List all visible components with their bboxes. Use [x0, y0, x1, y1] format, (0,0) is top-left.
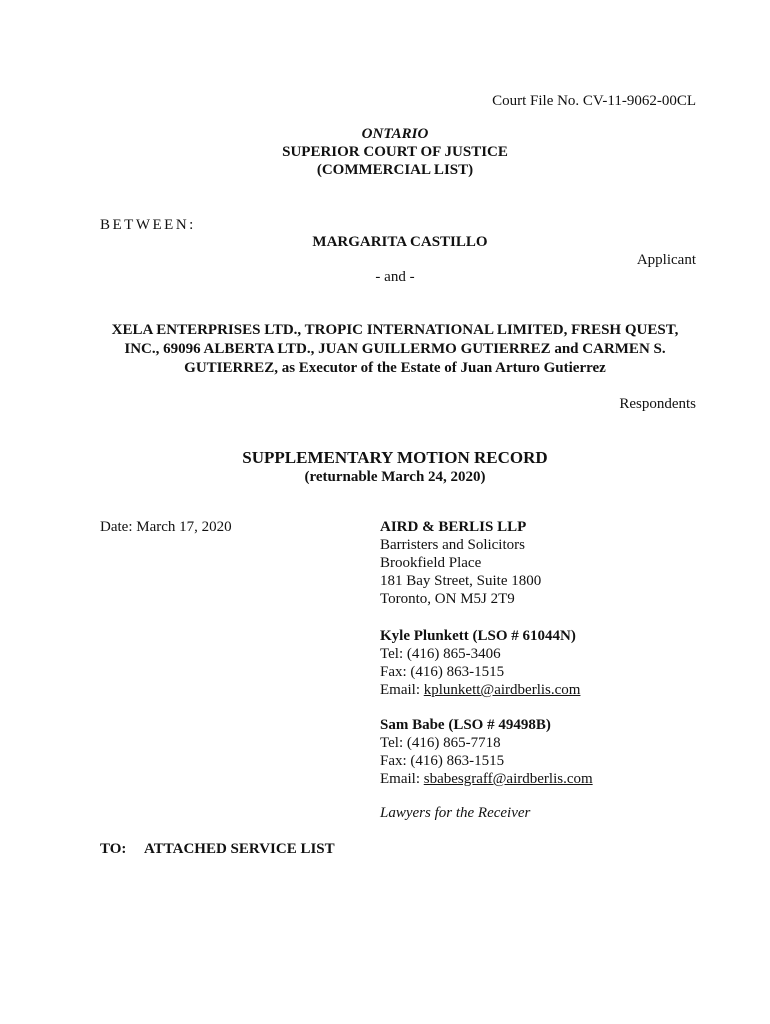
to-label: TO: — [100, 841, 127, 857]
applicant-name: MARGARITA CASTILLO — [312, 234, 488, 250]
lawyer-name: Sam Babe (LSO # 49498B) — [380, 717, 551, 733]
respondents-role: Respondents — [619, 396, 696, 412]
email-label: Email: — [380, 682, 424, 698]
respondents-line: XELA ENTERPRISES LTD., TROPIC INTERNATIONAL LIMITED, FRESH QUEST, — [111, 322, 679, 338]
and-separator: - and - — [375, 269, 415, 285]
lawyer-fax: Fax: (416) 863-1515 — [380, 753, 505, 769]
to-block — [100, 840, 335, 858]
document-date: Date: March 17, 2020 — [100, 519, 232, 535]
respondents-line: INC., 69096 ALBERTA LTD., JUAN GUILLERMO GUTIERREZ and CARMEN S. — [124, 341, 666, 357]
court-name: SUPERIOR COURT OF JUSTICE — [282, 144, 508, 160]
respondents-line: GUTIERREZ, as Executor of the Estate of Juan Arturo Gutierrez — [184, 360, 606, 376]
document-subtitle: (returnable March 24, 2020) — [304, 469, 486, 485]
lawyer-tel: Tel: (416) 865-3406 — [380, 646, 501, 662]
firm-address-line: 181 Bay Street, Suite 1800 — [380, 573, 542, 589]
firm-block — [380, 518, 541, 608]
court-header — [200, 125, 590, 179]
lawyer-fax: Fax: (416) 863-1515 — [380, 664, 505, 680]
lawyer-name: Kyle Plunkett (LSO # 61044N) — [380, 628, 576, 644]
lawyers-for: Lawyers for the Receiver — [380, 805, 531, 821]
email-label: Email: — [380, 771, 424, 787]
court-province: ONTARIO — [361, 126, 429, 142]
court-file-number: Court File No. CV-11-9062-00CL — [492, 93, 696, 109]
lawyer-email-line — [380, 681, 580, 699]
to-value: ATTACHED SERVICE LIST — [144, 841, 335, 857]
lawyer-email-link[interactable]: sbabesgraff@airdberlis.com — [423, 771, 593, 787]
firm-name: AIRD & BERLIS LLP — [380, 519, 527, 535]
firm-address-line: Brookfield Place — [380, 555, 482, 571]
lawyer-tel: Tel: (416) 865-7718 — [380, 735, 501, 751]
firm-description: Barristers and Solicitors — [380, 537, 525, 553]
between-label: BETWEEN: — [100, 217, 196, 233]
respondents-names — [60, 321, 730, 378]
court-list: (COMMERCIAL LIST) — [316, 162, 474, 178]
document-title: SUPPLEMENTARY MOTION RECORD — [242, 448, 548, 467]
applicant-role: Applicant — [636, 252, 696, 268]
lawyer-email-line — [380, 770, 593, 788]
lawyer-email-link[interactable]: kplunkett@airdberlis.com — [423, 682, 581, 698]
firm-address-line: Toronto, ON M5J 2T9 — [380, 591, 515, 607]
lawyer-block — [380, 716, 593, 788]
lawyer-block — [380, 627, 580, 699]
